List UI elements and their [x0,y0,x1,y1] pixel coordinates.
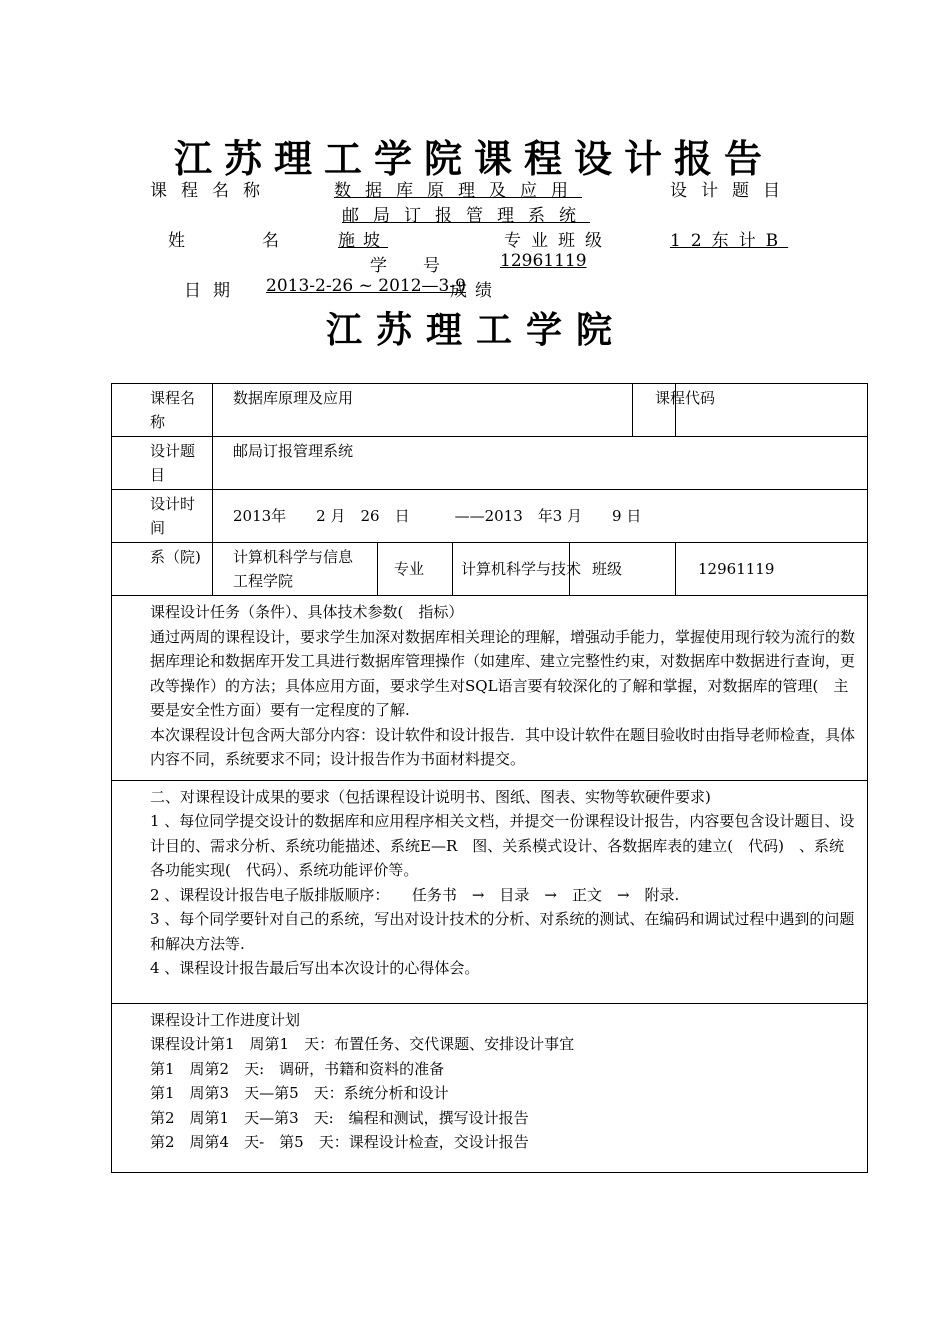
task-paragraph-1: 通过两周的课程设计，要求学生加深对数据库相关理论的理解，增强动手能力，掌握使用现行较为流行的数据库理论和数据库开发工具进行数据库管理操作（如建库、建立完整性约束，对数据库中数据进行查询，更改等操作）的方法；具体应用方面，要求学生对SQL语言要有较深化的了解和掌握，对数据库的管理( 主要是安全性方面）要有一定程度的了解. [150,627,856,719]
requirements-section [112,780,868,1003]
requirement-1: 1 、每位同学提交设计的数据库和应用程序相关文档，并提交一份课程设计报告，内容要包含设计题目、设计目的、需求分析、系统功能描述、系统E—R 图、关系模式设计、各数据库表的建立( 代码) 、系统各功能实现( 代码）、系统功能评价等。 [150,812,855,879]
task-heading: 课程设计任务（条件）、具体技术参数( 指标） [150,603,464,621]
requirement-4: 4 、课程设计报告最后写出本次设计的心得体会。 [150,959,480,977]
course-name-label: 课程名称 [150,181,274,201]
schedule-item-2: 第1 周第2 天: 调研，书籍和资料的准备 [150,1059,445,1078]
design-topic-label: 设计题目 [670,181,794,201]
major-cell-label: 专业 [378,543,453,596]
task-section [112,596,868,781]
time-cell-value: 2013年 2 月 26 日 ——2013 年3 月 9 日 [213,490,868,543]
time-cell-label: 设计时间 [112,490,213,543]
student-id-value: 12961119 [500,251,587,271]
requirements-heading: 二、对课程设计成果的要求（包括课程设计说明书、图纸、图表、实物等软硬件要求) [150,787,711,806]
course-name-cell-value: 数据库原理及应用 [213,384,633,437]
course-code-cell-label: 课程代码 [633,384,676,437]
schedule-item-4: 第2 周第1 天—第3 天: 编程和测试，撰写设计报告 [150,1108,529,1127]
course-name-cell-label: 课程名称 [112,384,213,437]
name-label: 姓 名 [168,231,309,251]
task-paragraph-2: 本次课程设计包含两大部分内容：设计软件和设计报告．其中设计软件在题目验收时由指导老师检查，具体内容不同，系统要求不同；设计报告作为书面材料提交。 [150,725,856,768]
design-topic-value: 邮局订报管理系统 [342,206,590,226]
major-class-label: 专业班级 [504,231,612,251]
schedule-section [112,1003,868,1172]
student-id-label: 学号 [370,256,476,276]
major-cell-value: 计算机科学与技术 [453,543,570,596]
report-title: 江苏理工学院课程设计报告 [174,136,775,181]
requirement-2: 2 、课程设计报告电子版排版顺序： 任务书 → 目录 → 正文 → 附录. [150,885,680,904]
schedule-item-1: 课程设计第1 周第1 天：布置任务、交代课题、安排设计事宜 [150,1035,575,1053]
requirement-3: 3 、每个同学要针对自己的系统，写出对设计技术的分析、对系统的测试、在编码和调试过程中遇到的问题和解决方法等. [150,910,855,953]
schedule-item-3: 第1 周第3 天—第5 天：系统分析和设计 [150,1084,449,1102]
date-value: 2013-2-26 ~ 2012—3-9 [266,276,466,296]
class-cell-label: 班级 [570,543,676,596]
name-value: 施坡 [338,231,388,251]
date-label: 日期 [184,281,242,301]
schedule-item-5: 第2 周第4 天- 第5 天：课程设计检查，交设计报告 [150,1133,529,1151]
dept-cell-value: 计算机科学与信息工程学院 [213,543,378,596]
dept-cell-label: 系（院) [112,543,213,596]
school-name: 江苏理工学院 [326,309,627,351]
schedule-heading: 课程设计工作进度计划 [150,1010,301,1029]
topic-cell-value: 邮局订报管理系统 [213,437,868,490]
class-cell-value: 12961119 [676,543,868,596]
course-name-value: 数据库原理及应用 [334,181,582,201]
major-class-value: 12东计B [670,231,789,251]
grade-label: 成绩 [450,281,500,301]
course-info-table [111,383,868,1173]
topic-cell-label: 设计题目 [112,437,213,490]
